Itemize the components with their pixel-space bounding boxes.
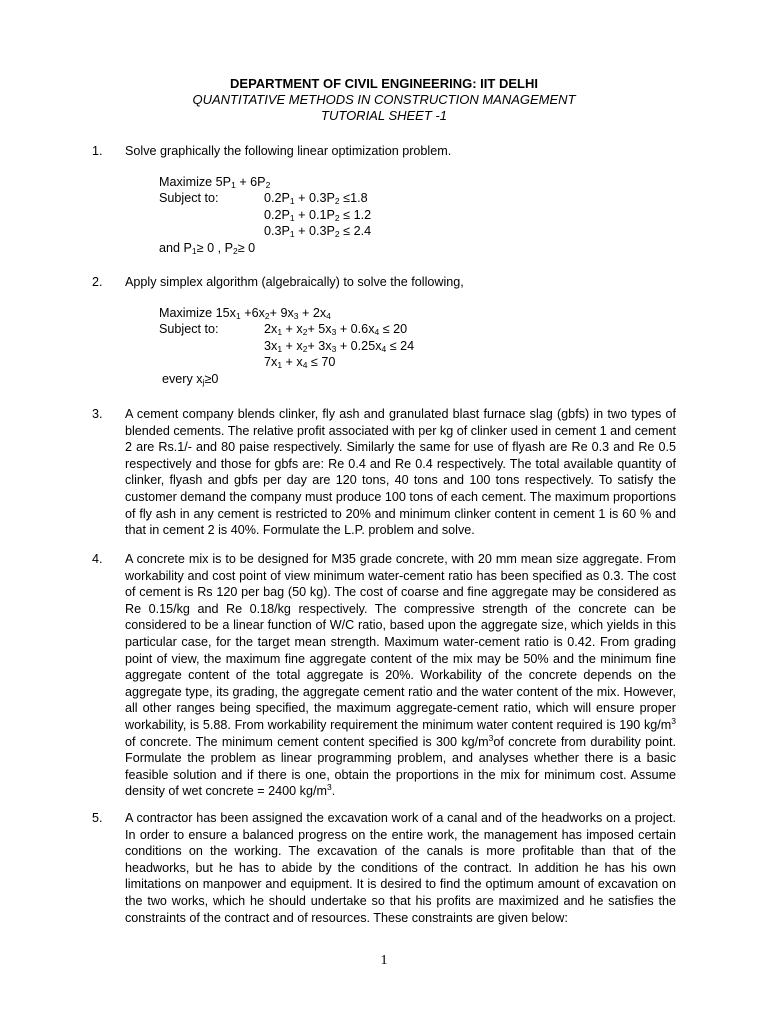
- question-number: 5.: [92, 811, 103, 825]
- question-text: Solve graphically the following linear optimization problem.: [125, 144, 452, 158]
- question-1: [92, 143, 676, 257]
- constraint-row: $0.2P_1 + 0.1P_2 \le 1.2$: [264, 207, 372, 223]
- lp-formulation: [158, 305, 676, 388]
- page-number: 1: [380, 953, 388, 968]
- question-number: 3.: [92, 407, 103, 421]
- nonnegativity-row: and $P_1\ge 0$ , $P_2\ge 0$: [159, 240, 256, 256]
- question-5: [92, 810, 676, 926]
- question-text: A contractor has been assigned the excavation work of a canal and of the headworks on a project. In order to ensure a balanced progress on the entire work, the management has imposed certain conditions on the working. The excavation of the canals is more profitable than that of the headworks, but he has to abide by the conditions of the contract. In addition he has his own limitations on manpower and equipment. It is desired to find the optimum amount of excavation on the two works, which he should undertake so that his profits are maximized and he satisfies the constraints of the contract and of resources. These constraints are given below:: [125, 811, 676, 925]
- constraint-row: $3x_1 + x_2+ 3x_3 + 0.25x_4 \le 24$: [264, 338, 415, 354]
- question-4: [92, 551, 676, 800]
- question-text: Apply simplex algorithm (algebraically) to solve the following,: [125, 275, 464, 289]
- constraint-row: $0.3P_1 + 0.3P_2 \le 2.4$: [264, 224, 372, 240]
- constraint-row: Subject to: $0.2P_1 + 0.3P_2 \le 1.8$: [159, 191, 368, 207]
- question-number: 1.: [92, 144, 103, 158]
- question-text: A cement company blends clinker, fly ash and granulated blast furnace slag (gbfs) in two types of blended cements. The relative profit associated with per kg of clinker used in cement 1 and cement 2 are Rs.1/- and 80 paise respectively. Similarly the same for use of flyash are Re 0.3 and Re 0.5 respectively and those for gbfs are: Re 0.4 and Re 0.4 respectively. The total available quantity of clinker, flyash and gbfs per day are 120 tons, 40 tons and 100 tons respectively. To satisfy the customer demand the company must produce 100 tons of each cement. The maximum proportions of fly ash in any cement is restricted to 20% and minimum clinker content in cement 1 is 60 % and that in cement 2 is 40%. Formulate the L.P. problem and solve.: [125, 407, 676, 538]
- objective-row: Maximize $5P_1 + 6P_2$: [159, 174, 271, 190]
- nonnegativity-row: every $x_j\ge 0$: [162, 371, 219, 387]
- question-3: [92, 406, 676, 539]
- sheet-title: TUTORIAL SHEET -1: [321, 108, 447, 123]
- question-number: 2.: [92, 275, 103, 289]
- course-title: QUANTITATIVE METHODS IN CONSTRUCTION MANAGEMENT: [192, 92, 576, 107]
- constraint-row: $7x_1 + x_4 \le 70$: [264, 355, 336, 371]
- question-2: [92, 274, 676, 388]
- question-number: 4.: [92, 552, 103, 566]
- constraint-row: Subject to: $2x_1 + x_2+ 5x_3 + 0.6x_4 \le 20$: [159, 322, 408, 338]
- objective-row: Maximize $15x_1 +6x_2+ 9x_3 + 2x_4$: [159, 305, 331, 321]
- question-text: A concrete mix is to be designed for M35 grade concrete, with 20 mm mean size aggregate. From workability and cost point of view minimum water-cement ratio has been specified as 0.3. The cost of cement is Rs 120 per bag (50 kg). The cost of coarse and fine aggregate may be considered as Re 0.15/kg and Re 0.18/kg respectively. The compressive strength of the concrete can be considered to be a linear function of W/C ratio, based upon the aggregate size, which yields in this particular case, for the target mean strength. Maximum water-cement ratio is 0.42. From grading point of view, the maximum fine aggregate content of the mix may be 50% and the minimum fine aggregate content of the total aggregate is 20%. Workability of the concrete depends on the aggregate type, its grading, the aggregate cement ratio and the water content of the mix. However, all other ranges being specified, the maximum aggregate-cement ratio, which will ensure proper workability, is 5.88. From workability requirement the minimum water content required is 190 $kg/m^3$ of concrete. The minimum cement content specified is 300 $kg/m^3of$ concrete from durability point. Formulate the problem as linear programming problem, and analyses whether there is a basic feasible solution and if there is one, obtain the proportions in the mix for minimum cost. Assume density of wet concrete = 2400 $kg/m^3$.: [125, 552, 676, 799]
- lp-formulation: [158, 174, 676, 257]
- maximize-label: Maximize 5P: [159, 174, 232, 189]
- maximize-label: Maximize 15x: [159, 305, 236, 320]
- subject-label: Subject to:: [159, 191, 219, 206]
- subject-label: Subject to:: [159, 322, 219, 337]
- document-header: [0, 76, 768, 124]
- department-title: DEPARTMENT OF CIVIL ENGINEERING: IIT DELHI: [230, 76, 538, 91]
